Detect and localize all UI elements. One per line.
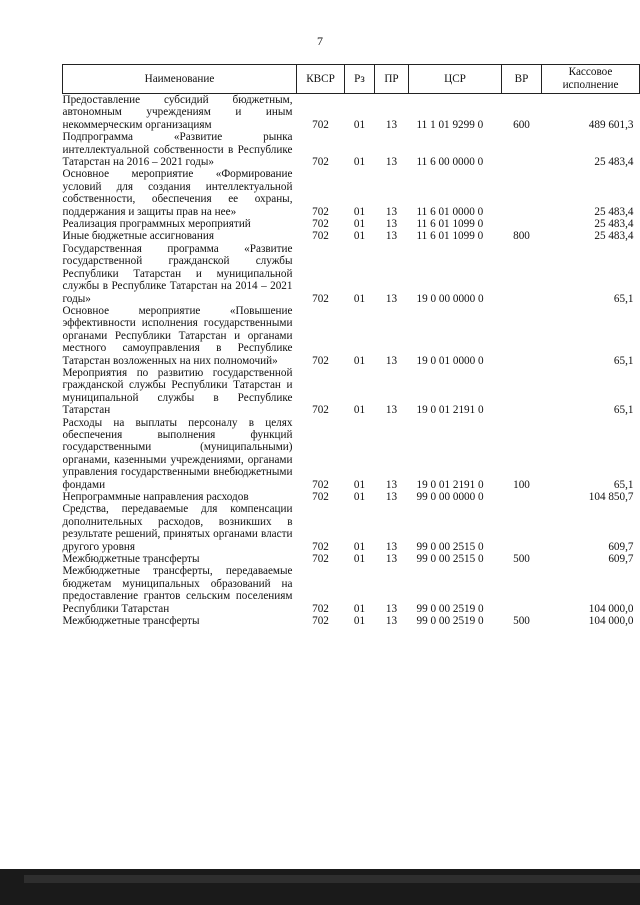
row-name: Реализация программных мероприятий: [62, 218, 251, 231]
row-csr: 11 6 01 0000 0: [416, 205, 484, 218]
row-vr: [502, 243, 542, 305]
budget-table: [62, 64, 640, 627]
row-pr: 13: [385, 118, 398, 131]
table-row: [63, 168, 640, 218]
row-pr: 13: [385, 602, 398, 615]
row-rz: 01: [353, 118, 366, 131]
row-vr: [502, 491, 542, 503]
table-row: [63, 218, 640, 230]
row-rz: 01: [353, 540, 366, 553]
scan-bottom-shadow: [24, 875, 640, 883]
row-name: Иные бюджетные ассигнования: [62, 230, 214, 243]
row-vr: [502, 131, 542, 168]
row-vr: [502, 218, 542, 230]
row-rz: 01: [353, 218, 366, 231]
row-csr: 99 0 00 2515 0: [416, 540, 484, 553]
row-kvsr: 702: [312, 205, 329, 218]
row-kvsr: 702: [312, 615, 329, 628]
row-rz: 01: [353, 156, 366, 169]
row-kvsr: 702: [312, 478, 329, 491]
row-rz: 01: [353, 491, 366, 503]
row-amount: 104 850,7: [588, 491, 634, 503]
row-csr: 11 6 01 1099 0: [416, 218, 484, 231]
row-pr: 13: [385, 230, 398, 243]
table-body: [63, 94, 640, 628]
row-kvsr: 702: [312, 354, 329, 367]
table-row: [63, 94, 640, 132]
row-amount: 25 483,4: [594, 230, 634, 243]
row-csr: 19 0 01 0000 0: [416, 354, 484, 367]
row-kvsr: 702: [312, 156, 329, 169]
row-name: Государственная программа «Развитие государственной гражданской службы Республики Татарстан и муниципальной службы в Республике Татарстан на 2014 – 2021 годы»: [62, 242, 293, 305]
row-kvsr: 702: [312, 230, 329, 243]
row-name: Предоставление субсидий бюджетным, автономным учреждениям и иным некоммерческим организациям: [62, 94, 293, 131]
row-csr: 19 0 01 2191 0: [416, 478, 484, 491]
row-kvsr: 702: [312, 553, 329, 566]
row-amount: 609,7: [608, 553, 634, 566]
header-csr: ЦСР: [409, 65, 502, 94]
row-pr: 13: [385, 218, 398, 231]
row-name: Межбюджетные трансферты, передаваемые бюджетам муниципальных образований на предоставление грантов сельским поселениям Республики Татарстан: [62, 565, 293, 615]
table-row: [63, 417, 640, 491]
row-pr: 13: [385, 553, 398, 566]
row-vr: [502, 305, 542, 367]
row-amount: 609,7: [608, 540, 634, 553]
row-kvsr: 702: [312, 218, 329, 231]
header-vr: ВР: [502, 65, 542, 94]
row-rz: 01: [353, 205, 366, 218]
row-rz: 01: [353, 354, 366, 367]
row-csr: 11 6 01 1099 0: [416, 230, 484, 243]
row-pr: 13: [385, 404, 398, 417]
row-kvsr: 702: [312, 491, 329, 503]
row-name: Межбюджетные трансферты: [62, 553, 200, 566]
row-vr: [502, 503, 542, 553]
row-vr: [502, 168, 542, 218]
row-csr: 11 6 00 0000 0: [416, 156, 484, 169]
row-csr: 19 0 01 2191 0: [416, 404, 484, 417]
row-csr: 99 0 00 2515 0: [416, 553, 484, 566]
table-row: [63, 491, 640, 503]
header-kvsr: КВСР: [297, 65, 345, 94]
row-amount: 25 483,4: [594, 205, 634, 218]
table-row: [63, 230, 640, 242]
row-kvsr: 702: [312, 404, 329, 417]
table-row: [63, 565, 640, 615]
header-pr: ПР: [375, 65, 409, 94]
row-pr: 13: [385, 205, 398, 218]
row-vr: [502, 565, 542, 615]
row-rz: 01: [353, 230, 366, 243]
row-vr: 500: [513, 615, 530, 628]
row-vr: 100: [513, 478, 530, 491]
row-amount: 489 601,3: [588, 118, 634, 131]
table-row: [63, 553, 640, 565]
row-amount: 65,1: [613, 404, 634, 417]
row-pr: 13: [385, 615, 398, 628]
table-row: [63, 367, 640, 417]
row-kvsr: 702: [312, 118, 329, 131]
row-amount: 65,1: [613, 292, 634, 305]
row-amount: 104 000,0: [588, 615, 634, 628]
row-csr: 19 0 00 0000 0: [416, 292, 484, 305]
row-pr: 13: [385, 491, 398, 503]
page-number: 7: [317, 34, 323, 48]
row-name: Основное мероприятие «Повышение эффективности исполнения государственными органами Республики Татарстан и органами местного самоуправления в Республике Татарстан возложенных на них полномочий»: [62, 304, 293, 367]
row-csr: 11 1 01 9299 0: [416, 118, 484, 131]
row-pr: 13: [385, 540, 398, 553]
row-name: Непрограммные направления расходов: [62, 491, 249, 503]
row-kvsr: 702: [312, 602, 329, 615]
table-row: [63, 305, 640, 367]
row-rz: 01: [353, 478, 366, 491]
header-rz: Рз: [345, 65, 375, 94]
table-row: [63, 615, 640, 627]
table-header: [63, 65, 640, 94]
row-name: Мероприятия по развитию государственной гражданской службы Республики Татарстан и муниципальной службы в Республике Татарстан: [62, 366, 293, 417]
row-name: Расходы на выплаты персоналу в целях обеспечения выполнения функций государственными (муниципальными) органами, казенными учреждениями, органами управления государственными внебюджетными фондами: [62, 416, 293, 491]
row-rz: 01: [353, 602, 366, 615]
table-row: [63, 243, 640, 305]
table-row: [63, 131, 640, 168]
row-vr: 500: [513, 553, 530, 566]
row-pr: 13: [385, 354, 398, 367]
row-csr: 99 0 00 2519 0: [416, 615, 484, 628]
row-rz: 01: [353, 615, 366, 628]
header-name: Наименование: [63, 65, 297, 94]
row-vr: 800: [513, 230, 530, 243]
row-amount: 65,1: [613, 478, 634, 491]
row-pr: 13: [385, 156, 398, 169]
row-name: Средства, передаваемые для компенсации дополнительных расходов, возникших в результате решений, принятых органами власти другого уровня: [62, 503, 293, 553]
row-kvsr: 702: [312, 540, 329, 553]
header-amount: Кассовое исполнение: [542, 65, 640, 94]
row-vr: 600: [513, 118, 530, 131]
row-name: Подпрограмма «Развитие рынка интеллектуальной собственности в Республике Татарстан на 2016 – 2021 годы»: [62, 131, 293, 169]
row-csr: 99 0 00 2519 0: [416, 602, 484, 615]
row-rz: 01: [353, 404, 366, 417]
row-csr: 99 0 00 0000 0: [416, 491, 484, 503]
row-pr: 13: [385, 478, 398, 491]
row-name: Межбюджетные трансферты: [62, 615, 200, 628]
table-row: [63, 503, 640, 553]
row-amount: 25 483,4: [594, 156, 634, 169]
row-kvsr: 702: [312, 292, 329, 305]
row-name: Основное мероприятие «Формирование условий для создания интеллектуальной собственности, обеспечения ее охраны, поддержания и защиты прав на нее»: [62, 168, 293, 218]
row-rz: 01: [353, 553, 366, 566]
row-vr: [502, 367, 542, 417]
row-amount: 25 483,4: [594, 218, 634, 231]
row-amount: 65,1: [613, 354, 634, 367]
row-rz: 01: [353, 292, 366, 305]
row-pr: 13: [385, 292, 398, 305]
row-amount: 104 000,0: [588, 602, 634, 615]
